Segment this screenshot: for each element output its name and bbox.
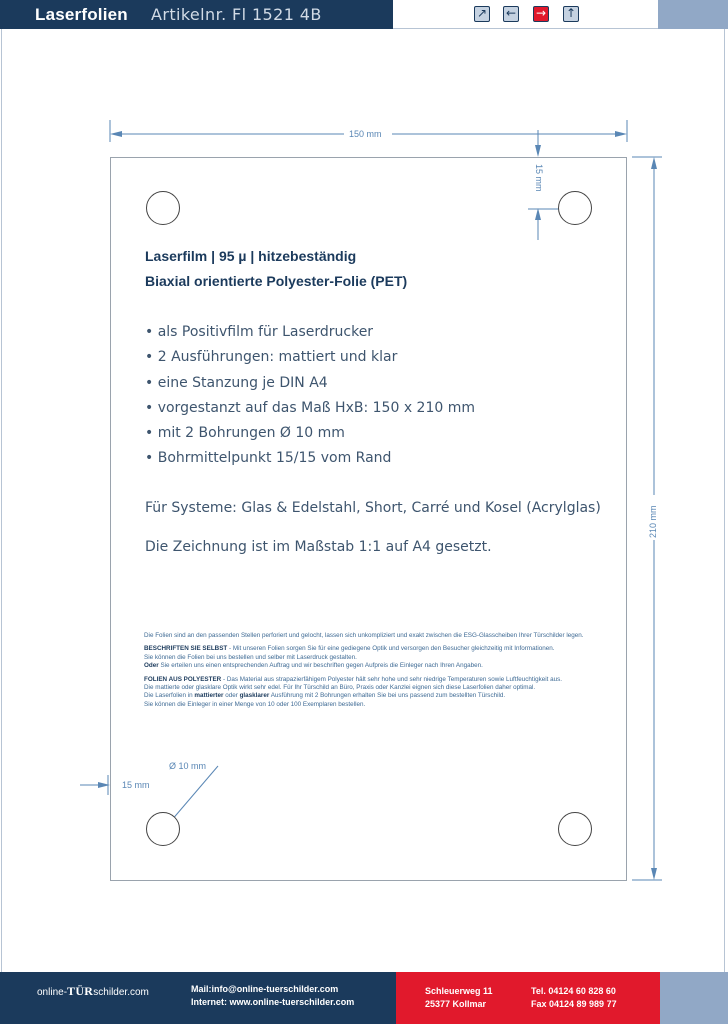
page-title: Laserfolien <box>35 5 128 24</box>
left-offset-label: 15 mm <box>122 780 150 790</box>
product-subheading: Biaxial orientierte Polyester-Folie (PET) <box>145 273 408 289</box>
width-dimension-label: 150 mm <box>349 129 382 139</box>
fineprint-polyester: FOLIEN AUS POLYESTER - Das Material aus strapazierfähigem Polyester hält sehr hohe und sehr niedrige Temperaturen sowie Luftfeuchtigkeit aus. Die mattierte oder glasklare Optik wirkt sehr edel. Für Ihr Türschild an Büro, Praxis oder Kanzlei eignen sich diese Laserfolien daher optimal. Die Laserfolien in mattierter oder glasklarer Ausführung mit 2 Bohrungen erhalten Sie bei uns passend zum bestellten Türschild. Sie können die Einleger in einer Menge von 10 oder 100 Exemplaren bestellen. <box>144 675 563 708</box>
brand-logo[interactable]: online-TÜRschilder.com <box>37 984 149 998</box>
arrow-right-icon[interactable]: → <box>533 6 549 22</box>
footer-red-panel <box>396 972 660 1024</box>
footer-website-link[interactable]: Internet: www.online-tuerschilder.com <box>191 997 355 1007</box>
header-nav-panel <box>393 0 658 29</box>
article-number: Artikelnr. Fl 1521 4B <box>151 5 322 24</box>
drill-hole-bottom-right <box>558 812 592 846</box>
footer-city: 25377 Kollmar <box>425 999 487 1009</box>
list-item: • eine Stanzung je DIN A4 <box>145 374 328 391</box>
list-item: • vorgestanzt auf das Maß HxB: 150 x 210 mm <box>145 399 475 416</box>
hole-diameter-label: Ø 10 mm <box>169 761 207 771</box>
height-dimension-label: 210 mm <box>648 505 658 538</box>
list-item: • 2 Ausführungen: mattiert und klar <box>145 349 398 366</box>
arrow-up-right-icon[interactable]: ↗ <box>474 6 490 22</box>
header-bar <box>0 0 728 29</box>
fineprint-heading: BESCHRIFTEN SIE SELBST <box>144 645 228 653</box>
fineprint-self-label: BESCHRIFTEN SIE SELBST - Mit unseren Folien sorgen Sie für eine gediegene Optik und versorgen den Besucher gleichzeitig mit Informationen. Sie können die Folien bei uns bestellen und selber mit Laserdruck gestalten. Oder Sie erteilen uns einen entsprechenden Auftrag und wir beschriften gegen Aufpreis die Einleger nach Ihren Angaben. <box>144 645 555 670</box>
top-offset-label: 15 mm <box>534 164 544 192</box>
arrow-up-icon[interactable]: ↑ <box>563 6 579 22</box>
film-sheet <box>110 157 627 881</box>
footer <box>0 972 728 1024</box>
footer-accent-panel <box>660 972 728 1024</box>
fineprint <box>144 632 619 714</box>
fineprint-intro: Die Folien sind an den passenden Stellen perforiert und gelocht, lassen sich unkompliziert und exakt zwischen die ESG-Glasscheiben Ihrer Türschilder legen. <box>144 632 584 639</box>
drill-hole-bottom-left <box>146 812 180 846</box>
footer-fax: Fax 04124 89 989 77 <box>531 999 617 1009</box>
arrow-left-icon[interactable]: ← <box>503 6 519 22</box>
feature-list <box>145 320 475 472</box>
list-item: • mit 2 Bohrungen Ø 10 mm <box>145 425 345 442</box>
list-item: • als Positivfilm für Laserdrucker <box>145 324 374 340</box>
product-heading: Laserfilm | 95 µ | hitzebeständig <box>145 248 357 264</box>
footer-phone: Tel. 04124 60 828 60 <box>531 986 616 996</box>
drill-hole-top-left <box>146 191 180 225</box>
list-item: • Bohrmittelpunkt 15/15 vom Rand <box>145 450 392 467</box>
scale-text: Die Zeichnung ist im Maßstab 1:1 auf A4 gesetzt. <box>145 539 492 555</box>
footer-mail-link[interactable]: Mail:info@online-tuerschilder.com <box>191 984 339 994</box>
fineprint-heading: FOLIEN AUS POLYESTER <box>144 675 222 683</box>
drill-hole-top-right <box>558 191 592 225</box>
footer-street: Schleuerweg 11 <box>425 986 493 996</box>
header-accent-panel <box>658 0 728 29</box>
systems-text: Für Systeme: Glas & Edelstahl, Short, Carré und Kosel (Acrylglas) <box>145 500 601 516</box>
